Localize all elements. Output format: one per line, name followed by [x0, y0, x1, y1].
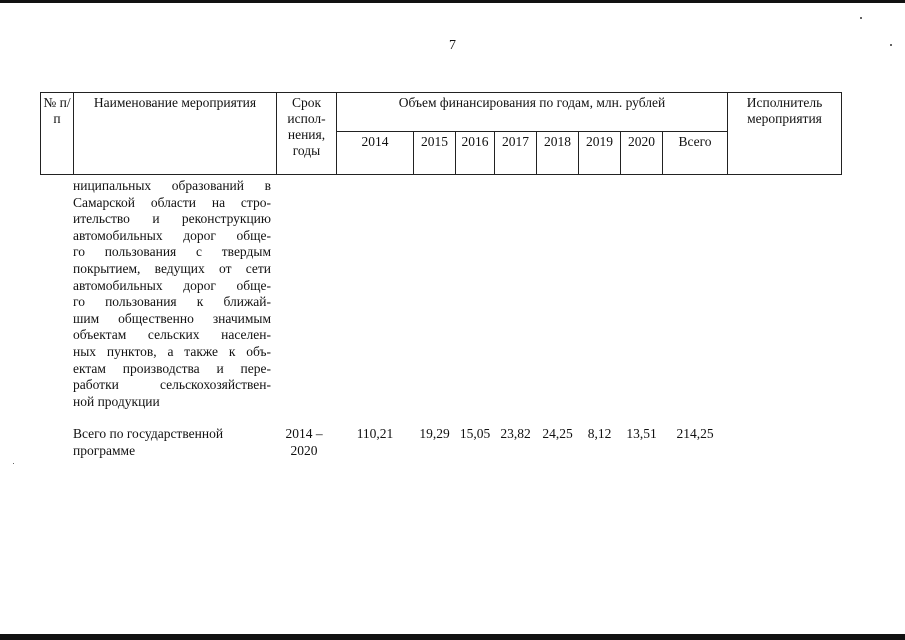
- header-year: 2017: [494, 131, 537, 175]
- description-line: Самарской области на стро-: [73, 194, 271, 210]
- header-name: Наименование мероприятия: [73, 92, 277, 175]
- description-line: го пользования к ближай-: [73, 294, 271, 310]
- total-value-2016: 15,05: [459, 426, 491, 441]
- top-scan-border: [0, 0, 905, 3]
- table-header: [40, 92, 842, 175]
- header-year: 2018: [536, 131, 579, 175]
- total-value-2018: 24,25: [542, 426, 573, 441]
- header-term: Срок испол-нения, годы: [276, 92, 337, 175]
- description-line: автомобильных дорог обще-: [73, 277, 271, 293]
- description-line: работки сельскохозяйствен-: [73, 377, 271, 393]
- continued-description: [73, 178, 271, 410]
- description-line: ной продукции: [73, 393, 160, 409]
- total-value-2020: 13,51: [626, 426, 657, 441]
- description-line: объектам сельских населен-: [73, 327, 271, 343]
- description-line: ниципальных образований в: [73, 178, 271, 193]
- total-value-2015: 19,29: [419, 426, 450, 441]
- total-value-2017: 23,82: [500, 426, 531, 441]
- description-line: ительство и реконструкцию: [73, 211, 271, 227]
- total-value-2014: 110,21: [356, 426, 394, 441]
- header-year: 2019: [578, 131, 621, 175]
- description-line: автомобильных дорог обще-: [73, 227, 271, 243]
- header-executor: Исполнитель мероприятия: [727, 92, 842, 175]
- header-total: Всего: [662, 131, 728, 175]
- description-line: ных пунктов, а также к объ-: [73, 343, 271, 359]
- bottom-scan-border: [0, 634, 905, 640]
- header-year: 2020: [620, 131, 663, 175]
- total-value-all: 214,25: [676, 426, 714, 441]
- page-number: 7: [449, 38, 456, 53]
- header-num: № п/п: [40, 92, 74, 175]
- header-financing: Объем финансирования по годам, млн. рублей: [336, 92, 728, 132]
- total-value-2019: 8,12: [587, 426, 612, 441]
- total-row-term: 2014 – 2020: [285, 426, 323, 458]
- description-line: го пользования с твердым: [73, 244, 271, 260]
- description-line: покрытием, ведущих от сети: [73, 260, 271, 276]
- header-year: 2015: [413, 131, 456, 175]
- scan-speck: [860, 17, 862, 19]
- description-line: шим общественно значимым: [73, 310, 271, 326]
- scan-speck: [890, 44, 892, 46]
- scan-speck: [13, 463, 14, 464]
- header-year: 2014: [336, 131, 414, 175]
- description-line: ектам производства и пере-: [73, 360, 271, 376]
- total-row-label: Всего по государственной программе: [73, 426, 224, 458]
- header-year: 2016: [455, 131, 495, 175]
